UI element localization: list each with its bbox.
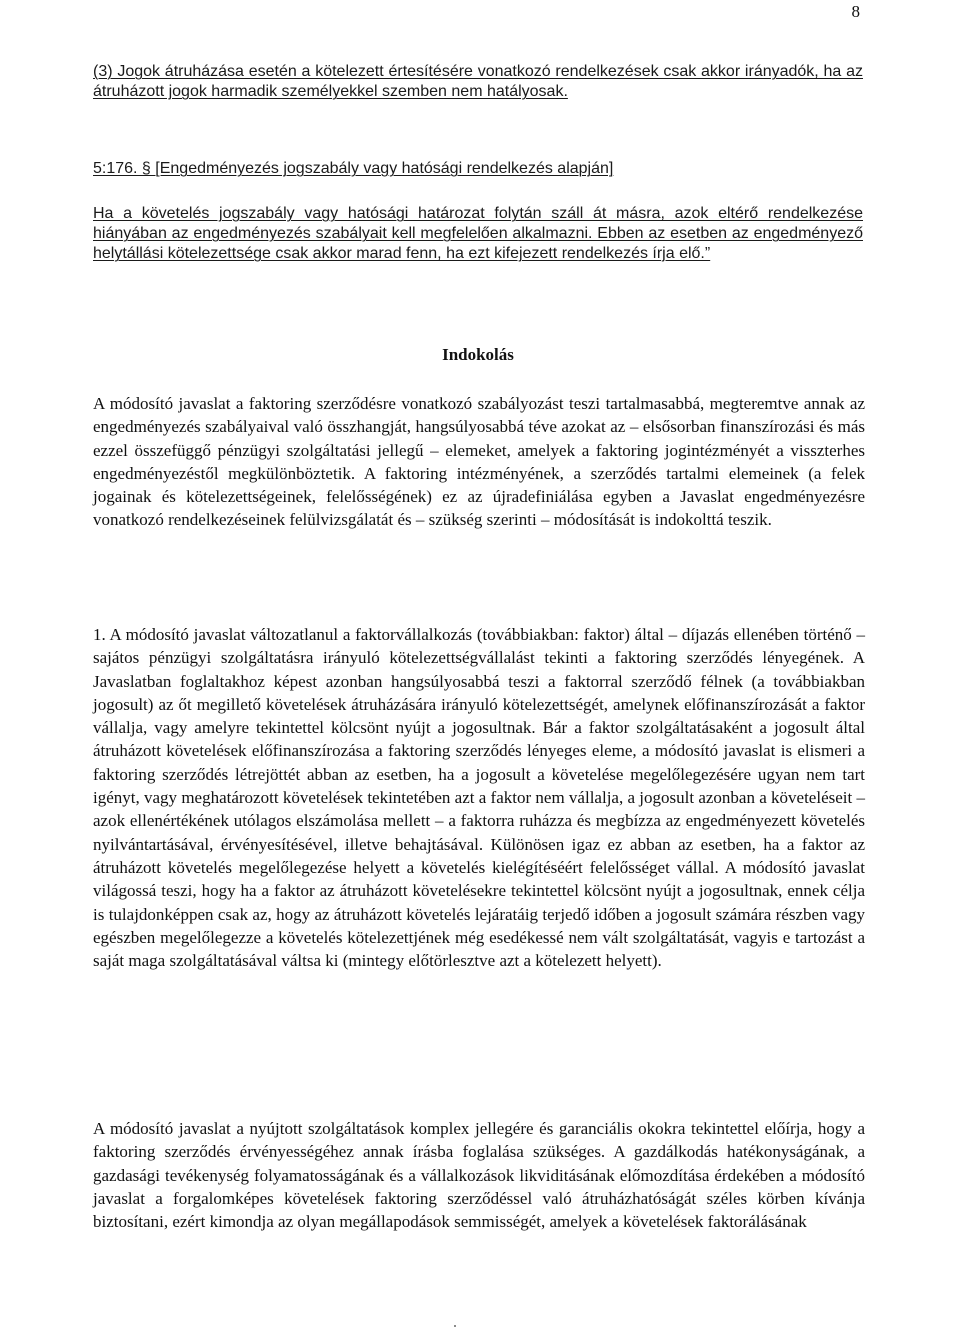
section-heading-5-176: 5:176. § [Engedményezés jogszabály vagy hatósági rendelkezés alapján] [93, 160, 614, 177]
underlined-paragraph-engedmenyezes: Ha a követelés jogszabály vagy hatósági határozat folytán száll át másra, azok eltérő rendelkezése hiányában az engedményezés szabályait kell megfelelően alkalmazni. Ebben az esetben az engedményező helytállási kötelezettsége csak akkor marad fenn, ha ezt kifejezett rendelkezés írja elő.” [93, 205, 863, 262]
indoklas-heading: Indokolás [442, 345, 514, 364]
indoklas-paragraph-3: A módosító javaslat a nyújtott szolgáltatások komplex jellegére és garanciális okokra tekintettel előírja, hogy a faktoring szerződés érvényességéhez annak írásba foglalása szükséges. A gazdálkodás hatékonyságának, a gazdasági tevékenység folyamatosságának és a vállalkozások likviditásának előmozdítása érdekében a módosító javaslat a forgalomképes követelések faktoring szerződéssel való átruházhatóságát széles körben kívánja biztosítani, ezért kimondja az olyan megállapodások semmisségét, amelyek a követelések faktorálásának [93, 1119, 865, 1232]
scan-speck [454, 1325, 456, 1327]
underlined-paragraph-jogok-atruhazasa: (3) Jogok átruházása esetén a kötelezett értesítésére vonatkozó rendelkezések csak akkor irányadók, ha az átruházott jogok harmadik személyekkel szemben nem hatályosak. [93, 63, 863, 100]
indoklas-paragraph-1: A módosító javaslat a faktoring szerződésre vonatkozó szabályozást teszi tartalmasabbá, megteremtve annak az engedményezés szabályaival való összhangját, hangsúlyosabbá téve azokat az – elsősorban finanszírozási és más ezzel összefüggő pénzügyi szolgáltatási jellegű – elemeket, amelyek a faktoring jogintézményét a visszterhes engedményezéstől megkülönböztetik. A faktoring intézményének, a szerződés tartalmi elemeinek (a felek jogainak és kötelezettségeinek, felelősségének) ez az újradefiniálása egyben a Javaslat engedményezésre vonatkozó rendelkezéseinek felülvizsgálatát és – szükség szerinti – módosítását is indokolttá teszik. [93, 394, 865, 530]
indoklas-paragraph-2: 1. A módosító javaslat változatlanul a faktorvállalkozás (továbbiakban: faktor) által – díjazás ellenében történő – sajátos pénzügyi szolgáltatásra irányuló kötelezettségvállalást tekinti a faktoring szerződés lényegének. A Javaslatban foglaltakhoz képest azonban hangsúlyosabbá teszi a faktorral szerződő félnek (a továbbiakban jogosult) az őt megillető követelések átruházására irányuló kötelezettségét, amelynek előfinanszírozását a faktor vállalja, vagy amelyre tekintettel kölcsönt nyújt a jogosultnak. Bár a faktor szolgáltatásaként a jogosult által átruházott követelések előfinanszírozása a faktoring szerződés lényeges eleme, a módosító javaslat is elismeri a faktoring szerződés létrejöttét abban az esetben, ha a jogosult a követelése megelőlegezésére ugyan nem tart igényt, vagy meghatározott követelések tekintetében azt a faktor nem vállalja, a jogosult azonban a követeléseit – azok ellenértékének utólagos elszámolása mellett – a faktorra ruházza és megbízza az engedményezett követelés nyilvántartásával, érvényesítésével, illetve behajtásával. Különösen igaz ez abban az esetben, ha a faktor az átruházott követelés megelőlegezése helyett a követelés kielégítéséért felelősséget vállal. A módosító javaslat világossá teszi, hogy ha a faktor az átruházott követelésekre tekintettel kölcsönt nyújt a jogosultnak, ennek célja is tulajdonképpen csak az, hogy az átruházott követelés lejáratáig terjedő időben a jogosult számára részben vagy egészben megelőlegezze a követelés kötelezettjének még esedékessé nem vált szolgáltatását, vagyis e tartozást a saját maga szolgáltatásával váltsa ki (mintegy előtörlesztve azt a kötelezett helyett). [93, 625, 865, 971]
page-number: 8 [851, 2, 860, 21]
